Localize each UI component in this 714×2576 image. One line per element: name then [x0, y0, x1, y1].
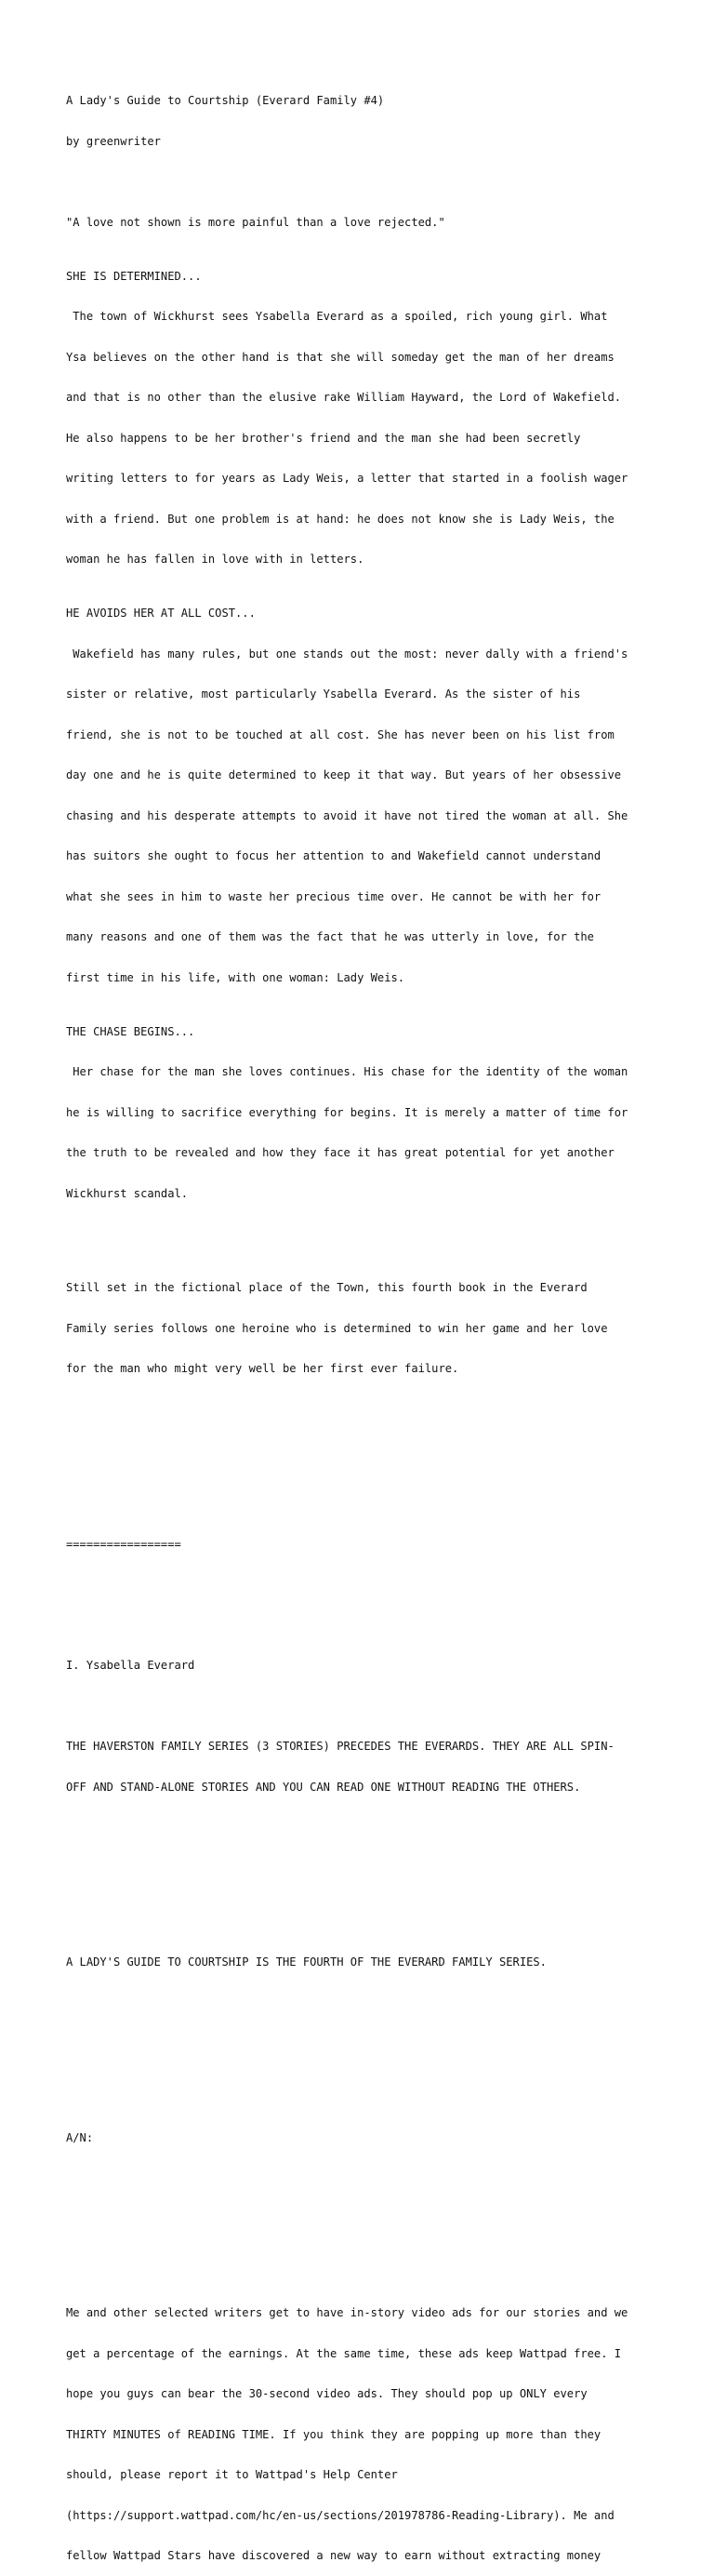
author-note-label: A/N: — [66, 2130, 94, 2144]
body-line: with a friend. But one problem is at hand: he does not know she is Lady Weis, the — [66, 512, 615, 526]
author-note-line: hope you guys can bear the 30-second video ads. They should pop up ONLY every — [66, 2387, 588, 2400]
spacer — [66, 2225, 661, 2239]
series-note-line: THE HAVERSTON FAMILY SERIES (3 STORIES) PRECEDES THE EVERARDS. THEY ARE ALL SPIN- — [66, 1740, 615, 1753]
body-line: Family series follows one heroine who is determined to win her game and her love — [66, 1321, 608, 1335]
body-line: chasing and his desperate attempts to avoid it have not tired the woman at all. She — [66, 808, 628, 822]
section-heading: THE CHASE BEGINS... — [66, 1024, 195, 1038]
body-line: many reasons and one of them was the fact that he was utterly in love, for the — [66, 930, 594, 943]
section-heading: HE AVOIDS HER AT ALL COST... — [66, 607, 256, 620]
author-note-line: get a percentage of the earnings. At the same time, these ads keep Wattpad free. I — [66, 2346, 622, 2360]
spacer — [66, 2185, 661, 2199]
body-line: first time in his life, with one woman: Lady Weis. — [66, 970, 405, 984]
spacer — [66, 1915, 661, 1929]
body-line: He also happens to be her brother's friend and the man she had been secretly — [66, 431, 581, 445]
body-line: Ysa believes on the other hand is that she will someday get the man of her dreams — [66, 350, 615, 364]
spacer — [66, 2090, 661, 2104]
author-note-line: (https://support.wattpad.com/hc/en-us/sections/201978786-Reading-Library). Me and — [66, 2508, 615, 2522]
spacer — [66, 1497, 661, 1511]
author-note-line: THIRTY MINUTES of READING TIME. If you think they are popping up more than they — [66, 2427, 602, 2441]
body-line: The town of Wickhurst sees Ysabella Everard as a spoiled, rich young girl. What — [66, 310, 608, 323]
author-note-line: Me and other selected writers get to have in-story video ads for our stories and we — [66, 2306, 628, 2319]
spacer — [66, 1619, 661, 1633]
body-line: what she sees in him to waste her precious time over. He cannot be with her for — [66, 889, 602, 903]
series-position-note: A LADY'S GUIDE TO COURTSHIP IS THE FOURTH OF THE EVERARD FAMILY SERIES. — [66, 1955, 547, 1969]
body-line: sister or relative, most particularly Ysabella Everard. As the sister of his — [66, 687, 581, 701]
body-line: the truth to be revealed and how they face it has great potential for yet another — [66, 1146, 615, 1159]
author-note-line: fellow Wattpad Stars have discovered a new way to earn without extracting money — [66, 2549, 602, 2562]
body-line: woman he has fallen in love with in letters. — [66, 553, 364, 566]
spacer — [66, 2009, 661, 2023]
series-note-line: OFF AND STAND-ALONE STORIES AND YOU CAN READ ONE WITHOUT READING THE OTHERS. — [66, 1780, 581, 1794]
book-title: A Lady's Guide to Courtship (Everard Family #4) — [66, 94, 385, 107]
body-line: writing letters to for years as Lady Weis, a letter that started in a foolish wager — [66, 472, 628, 485]
spacer — [66, 1700, 661, 1714]
spacer — [66, 2050, 661, 2064]
spacer — [66, 1457, 661, 1471]
epigraph-quote: "A love not shown is more painful than a love rejected." — [66, 215, 445, 229]
author-line: by greenwriter — [66, 134, 161, 148]
spacer — [66, 1835, 661, 1849]
spacer — [66, 175, 661, 189]
body-line: and that is no other than the elusive rake William Hayward, the Lord of Wakefield. — [66, 391, 622, 404]
body-line: Still set in the fictional place of the Town, this fourth book in the Everard — [66, 1281, 588, 1294]
spacer — [66, 1241, 661, 1255]
body-line: Wakefield has many rules, but one stands out the most: never dally with a friend's — [66, 647, 628, 661]
section-heading: SHE IS DETERMINED... — [66, 269, 202, 283]
spacer — [66, 1416, 661, 1430]
body-line: he is willing to sacrifice everything for begins. It is merely a matter of time for — [66, 1105, 628, 1119]
spacer — [66, 1875, 661, 1889]
document-page — [66, 67, 661, 2576]
divider: ================= — [66, 1537, 181, 1551]
spacer — [66, 1578, 661, 1592]
body-line: friend, she is not to be touched at all cost. She has never been on his list from — [66, 727, 615, 741]
body-line: for the man who might very well be her first ever failure. — [66, 1362, 459, 1375]
author-note-line: should, please report it to Wattpad's Help Center — [66, 2468, 398, 2481]
spacer — [66, 2266, 661, 2280]
body-line: Wickhurst scandal. — [66, 1186, 189, 1200]
body-line: Her chase for the man she loves continues. His chase for the identity of the woman — [66, 1065, 628, 1078]
body-line: day one and he is quite determined to keep it that way. But years of her obsessive — [66, 768, 622, 781]
body-line: has suitors she ought to focus her attention to and Wakefield cannot understand — [66, 849, 602, 862]
chapter-title: I. Ysabella Everard — [66, 1659, 195, 1672]
